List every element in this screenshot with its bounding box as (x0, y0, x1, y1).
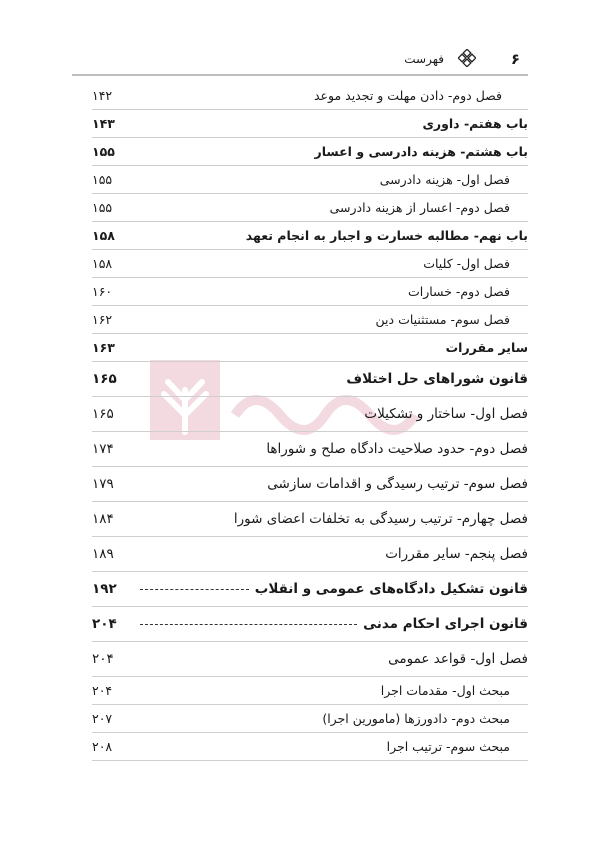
toc-entry[interactable] (92, 334, 528, 362)
toc-entry[interactable] (92, 138, 528, 166)
toc-entry-page: ۲۰۴ (92, 616, 117, 632)
page-title: فهرست (404, 52, 444, 66)
toc-entry-page: ۱۸۴ (92, 511, 114, 527)
toc-entry[interactable] (92, 166, 528, 194)
toc-entry-title: فصل اول- هزینه دادرسی (379, 172, 510, 187)
page-header (72, 40, 528, 76)
toc-entry-title: باب هشتم- هزینه دادرسی و اعسار (314, 144, 528, 159)
toc-entry-title: فصل اول- کلیات (423, 256, 510, 271)
toc-entry-title: فصل دوم- اعسار از هزینه دادرسی (329, 200, 510, 215)
toc-entry[interactable] (92, 467, 528, 502)
ornament-icon (458, 49, 476, 67)
dash-leader (140, 589, 249, 590)
toc-entry-page: ۱۷۹ (92, 476, 114, 492)
toc-entry[interactable] (92, 306, 528, 334)
toc-entry-page: ۱۶۳ (92, 340, 115, 355)
toc-entry[interactable] (92, 502, 528, 537)
toc-entry[interactable] (92, 250, 528, 278)
toc-entry-title: قانون تشکیل دادگاه‌های عمومی و انقلاب (254, 581, 528, 597)
toc-entry[interactable] (92, 82, 528, 110)
toc-entry-title: فصل اول- ساختار و تشکیلات (364, 406, 528, 422)
toc-entry-title: باب هفتم- داوری (422, 116, 528, 131)
toc-entry-title: فصل دوم- حدود صلاحیت دادگاه صلح و شوراها (266, 441, 528, 457)
toc-entry-title: مبحث اول- مقدمات اجرا (380, 683, 510, 698)
toc-entry[interactable] (92, 607, 528, 642)
toc-entry[interactable] (92, 537, 528, 572)
toc-entry-title: سایر مقررات (445, 340, 528, 355)
toc-entry[interactable] (92, 677, 528, 705)
toc-entry-title: مبحث سوم- ترتیب اجرا (386, 739, 510, 754)
toc-entry-page: ۱۸۹ (92, 546, 114, 562)
toc-entry-title: فصل سوم- ترتیب رسیدگی و اقدامات سازشی (267, 476, 528, 492)
toc-entry-page: ۲۰۷ (92, 711, 113, 726)
toc-entry-page: ۱۴۳ (92, 116, 115, 131)
toc-entry-title: باب نهم- مطالبه خسارت و اجبار به انجام تعهد (245, 228, 528, 243)
toc-entry[interactable] (92, 278, 528, 306)
page-number: ۶ (510, 50, 520, 68)
toc-entry-page: ۱۵۵ (92, 144, 115, 159)
toc-entry[interactable] (92, 642, 528, 677)
toc-entry[interactable] (92, 432, 528, 467)
toc-entry-title: فصل سوم- مستثنیات دین (375, 312, 510, 327)
toc-entry-page: ۱۵۵ (92, 200, 113, 215)
dash-leader (140, 624, 357, 625)
toc-entry-page: ۱۶۵ (92, 371, 117, 387)
toc-entry-title: فصل چهارم- ترتیب رسیدگی به تخلفات اعضای شورا (233, 511, 528, 527)
toc-entry-title: فصل دوم- دادن مهلت و تجدید موعد (314, 88, 502, 103)
toc-entry-page: ۲۰۴ (92, 683, 113, 698)
toc-entry[interactable] (92, 110, 528, 138)
toc-entry-page: ۲۰۴ (92, 651, 114, 667)
toc-entry-title: مبحث دوم- دادورزها (مامورین اجرا) (322, 711, 510, 726)
toc-entry[interactable] (92, 362, 528, 397)
toc-entry[interactable] (92, 733, 528, 761)
toc-entry[interactable] (92, 572, 528, 607)
toc-entry[interactable] (92, 397, 528, 432)
toc-entry-page: ۱۹۲ (92, 581, 117, 597)
toc-entry-page: ۱۶۵ (92, 406, 114, 422)
toc-entry-title: فصل دوم- خسارات (407, 284, 510, 299)
toc-entry-page: ۱۶۰ (92, 284, 113, 299)
toc-entry[interactable] (92, 222, 528, 250)
toc-entry-page: ۱۵۸ (92, 228, 115, 243)
toc-entry-page: ۱۶۲ (92, 312, 113, 327)
toc-entry[interactable] (92, 705, 528, 733)
toc-entry-page: ۱۵۸ (92, 256, 113, 271)
toc-entry-title: قانون اجرای احکام مدنی (363, 616, 528, 632)
toc-entry-title: قانون شوراهای حل اختلاف (346, 371, 528, 387)
table-of-contents (92, 82, 528, 761)
toc-entry-title: فصل اول- قواعد عمومی (388, 651, 528, 667)
toc-entry[interactable] (92, 194, 528, 222)
toc-entry-page: ۲۰۸ (92, 739, 113, 754)
toc-entry-page: ۱۷۴ (92, 441, 114, 457)
toc-entry-page: ۱۴۲ (92, 88, 113, 103)
toc-entry-title: فصل پنجم- سایر مقررات (385, 546, 528, 562)
toc-entry-page: ۱۵۵ (92, 172, 113, 187)
